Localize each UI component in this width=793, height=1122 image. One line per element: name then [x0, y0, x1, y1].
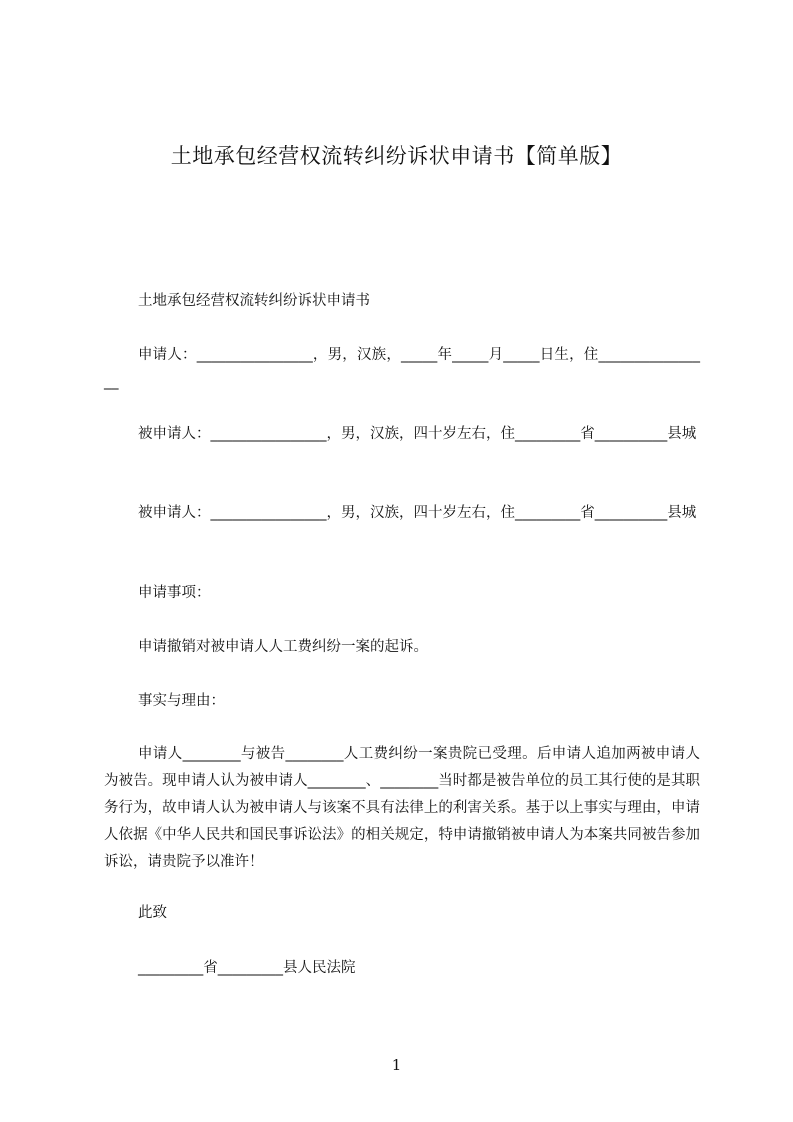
closing-salutation: 此致	[138, 905, 167, 921]
page-number: 1	[391, 1056, 402, 1074]
respondent-paragraph-2: 被申请人：________________，男，汉族，四十岁左右，住_________省__________县城	[138, 505, 697, 521]
court-addressee: _________省_________县人民法院	[138, 960, 356, 976]
document-heading: 土地承包经营权流转纠纷诉状申请书	[138, 293, 370, 309]
applicant-paragraph: 申请人：________________，男，汉族，_____年_____月_____日生，住________________	[104, 347, 700, 390]
claims-body: 申请撤销对被申请人人工费纠纷一案的起诉。	[138, 639, 428, 655]
document-title: 土地承包经营权流转纠纷诉状申请书【简单版】	[170, 144, 623, 168]
claims-heading: 申请事项：	[138, 585, 211, 601]
facts-body: 申请人________与被告________人工费纠纷一案贵院已受理。后申请人追加两被申请人为被告。现申请人认为被申请人________、________当时都是被告单位的员工其行使的是其职务行为，故申请人认为被申请人与该案不具有法律上的利害关系。基于以上事实与理由，申请人依据《中华人民共和国民事诉讼法》的相关规定，特申请撤销被申请人为本案共同被告参加诉讼，请贵院予以准许！	[104, 746, 700, 870]
respondent-paragraph-1: 被申请人：________________，男，汉族，四十岁左右，住_________省__________县城	[138, 426, 697, 442]
facts-heading: 事实与理由：	[138, 693, 225, 709]
